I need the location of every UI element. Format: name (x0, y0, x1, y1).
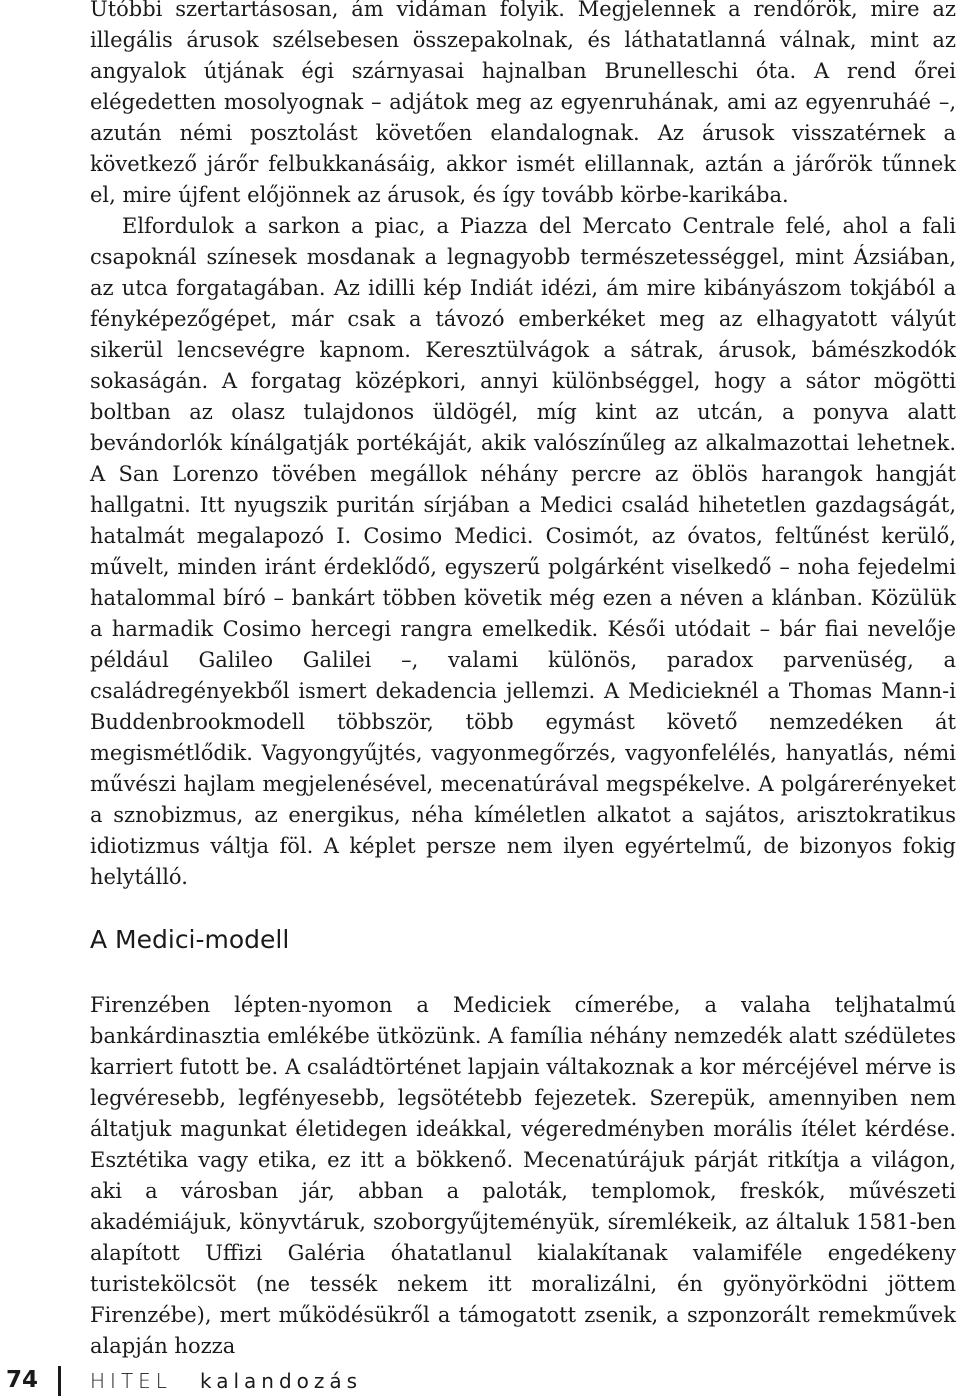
paragraph-2: Elfordulok a sarkon a piac, a Piazza del Mercato Centrale felé, ahol a fali csapoknál színesek mosdanak a legnagyobb természetességgel, mint Ázsiában, az utca forgatagában. Az idilli kép Indiát idézi, ám mire kibányászom tokjából a fényképezőgépet, már csak a távozó emberkéket meg az elhagyatott vályút sikerül lencsevégre kapnom. Keresztülvágok a sátrak, árusok, bámészkodók sokaságán. A forgatag középkori, annyi különbséggel, hogy a sátor mögötti boltban az olasz tulajdonos üldögél, míg kint az utcán, a ponyva alatt bevándorlók kínálgatják portékáját, akik valószínűleg az alkalmazottai lehetnek. A San Lorenzo tövében megállok néhány percre az öblös harangok hangját hallgatni. Itt nyugszik puritán sírjában a Medici család hihetetlen gazdagságát, hatalmát megalapozó I. Cosimo Medici. Cosimót, az óvatos, feltűnést kerülő, művelt, minden iránt érdeklődő, egyszerű polgárként viselkedő – noha fejedelmi hatalommal bíró – bankárt többen követik még ezen a néven a klánban. Közülük a harmadik Cosimo hercegi rangra emelkedik. Késői utódait – bár fiai nevelője például Galileo Galilei –, valami különös, paradox parvenüség, a családregényekből ismert dekadencia jellemzi. A Medicieknél a Thomas Mann-i Buddenbrookmodell többször, több egymást követő nemzedéken át megismétlődik. Vagyongyűjtés, vagyonmegőrzés, vagyonfelélés, hanyatlás, némi művészi hajlam megjelenésével, mecenatúrával megspékelve. A polgárerényeket a sznobizmus, az energikus, néha kíméletlen alkatot a sajátos, arisztokratikus idiotizmus váltja föl. A képlet persze nem ilyen egyértelmű, de bizonyos fokig helytálló. (90, 214, 956, 889)
article-body-bottom (90, 990, 956, 1362)
journal-name: HITEL (90, 1369, 172, 1393)
paragraph-1: Utóbbi szertartásosan, ám vidáman folyik. Megjelennek a rendőrök, mire az illegális árusok szélsebesen összepakolnak, és láthatatlanná válnak, mint az angyalok útjának égi szárnyasai hajnalban Brunelleschi óta. A rend őrei elégedetten mosolyognak – adjátok meg az egyenruhának, ami az egyenruháé –, azután némi posztolást követően elandalognak. Az árusok visszatérnek a következő járőr felbukkanásáig, akkor ismét elillannak, aztán a járőrök tűnnek el, mire újfent előjönnek az árusok, és így tovább körbe-karikába. (90, 0, 956, 207)
footer-divider (58, 1366, 61, 1396)
page-number: 74 (6, 1367, 39, 1393)
paragraph-3: Firenzében lépten-nyomon a Mediciek címerébe, a valaha teljhatalmú bankárdinasztia emlékébe ütközünk. A família néhány nemzedék alatt szédületes karriert futott be. A családtörténet lapjain váltakoznak a kor mércéjével mérve is legvéresebb, legfényesebb, legsötétebb fejezetek. Szerepük, amennyiben nem áltatjuk magunkat életidegen ideákkal, végeredményben morális ítélet kérdése. Esztétika vagy etika, ez itt a bökkenő. Mecenatúrájuk párját ritkítja a világon, aki a városban jár, abban a paloták, templomok, freskók, művészeti akadémiájuk, könyvtáruk, szoborgyűjteményük, síremlékeik, az általuk 1581-ben alapított Uffizi Galéria óhatatlanul kialakítanak valamiféle engedékeny turistekölcsöt (ne tessék nekem itt moralizálni, én gyönyörködni jöttem Firenzébe), mert működésükről a támogatott zsenik, a szponzorált remekművek alapján hozza (90, 993, 956, 1358)
column-name: kalandozás (200, 1369, 363, 1393)
page-footer (0, 1366, 960, 1396)
article-body-top (90, 0, 956, 893)
section-heading: A Medici-modell (90, 925, 290, 954)
